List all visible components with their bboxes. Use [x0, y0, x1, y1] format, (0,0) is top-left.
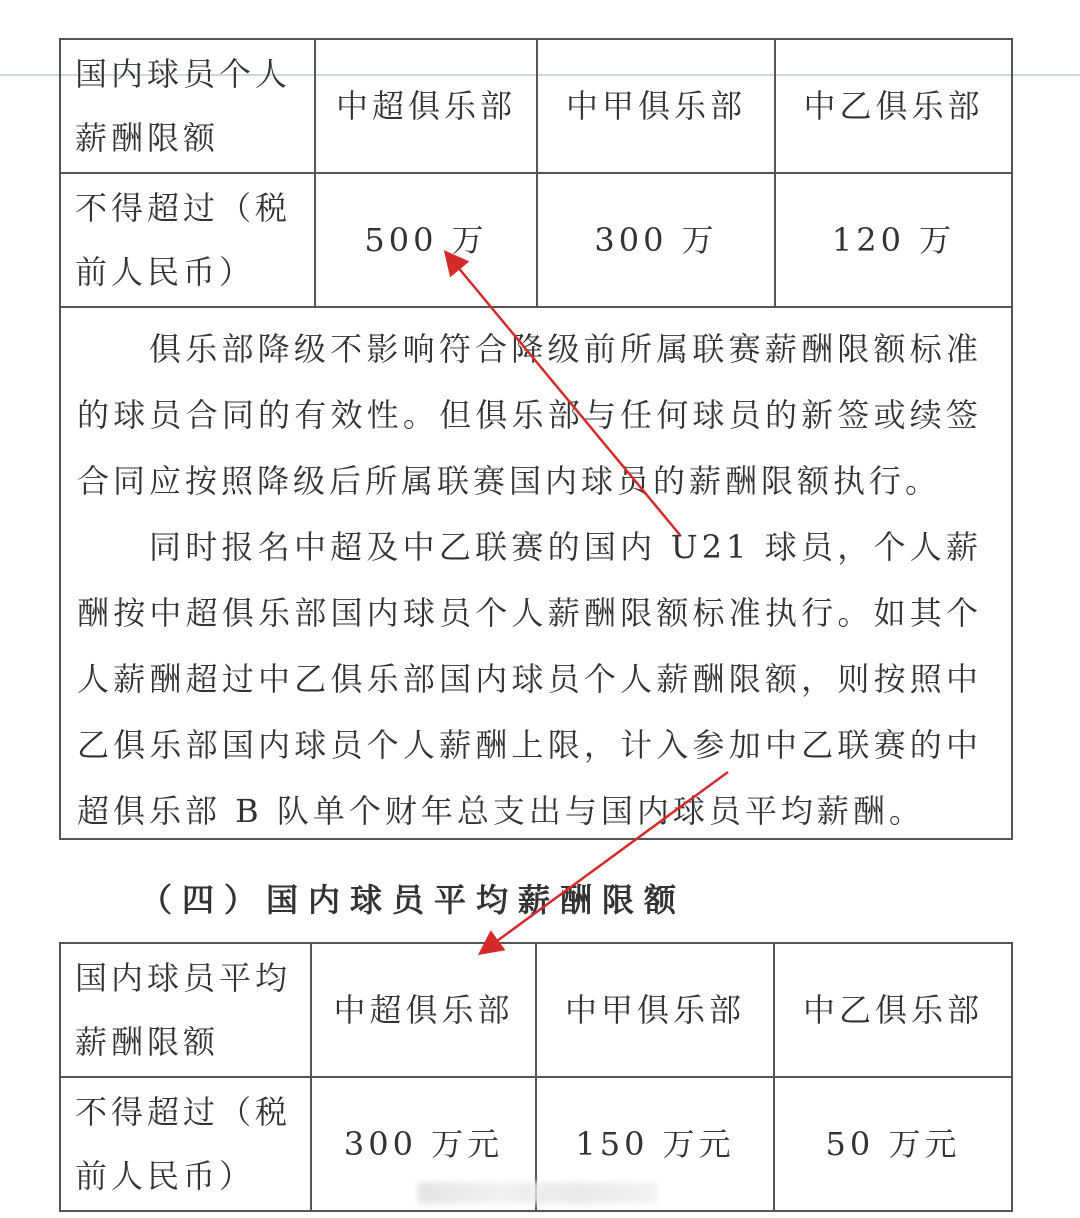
row-label: 不得超过（税前人民币） — [60, 1077, 311, 1211]
value-cl2: 120 万 — [775, 173, 1012, 307]
header-cl2: 中乙俱乐部 — [775, 39, 1012, 173]
header-label: 国内球员平均薪酬限额 — [60, 943, 311, 1077]
value-csl: 300 万元 — [311, 1077, 536, 1211]
header-label: 国内球员个人薪酬限额 — [60, 39, 315, 173]
section-heading: （四）国内球员平均薪酬限额 — [140, 881, 687, 919]
header-cl2: 中乙俱乐部 — [774, 943, 1012, 1077]
header-cl1: 中甲俱乐部 — [537, 39, 775, 173]
arrow-icon — [447, 254, 680, 535]
row-label: 不得超过（税前人民币） — [60, 173, 315, 307]
value-cl1: 150 万元 — [536, 1077, 774, 1211]
header-csl: 中超俱乐部 — [311, 943, 536, 1077]
header-csl: 中超俱乐部 — [315, 39, 537, 173]
arrow-icon — [482, 772, 728, 952]
value-csl: 500 万 — [315, 173, 537, 307]
value-cl2: 50 万元 — [774, 1077, 1012, 1211]
note-paragraph: 俱乐部降级不影响符合降级前所属联赛薪酬限额标准的球员合同的有效性。但俱乐部与任何球员的新签或续签合同应按照降级后所属联赛国内球员的薪酬限额执行。 — [77, 330, 982, 500]
value-cl1: 300 万 — [537, 173, 775, 307]
note-paragraph: 同时报名中超及中乙联赛的国内 U21 球员，个人薪酬按中超俱乐部国内球员个人薪酬限额标准执行。如其个人薪酬超过中乙俱乐部国内球员个人薪酬限额，则按照中乙俱乐部国内球员个人薪酬上限，计入参加中乙联赛的中超俱乐部 B 队单个财年总支出与国内球员平均薪酬。 — [77, 528, 982, 830]
header-cl1: 中甲俱乐部 — [536, 943, 774, 1077]
